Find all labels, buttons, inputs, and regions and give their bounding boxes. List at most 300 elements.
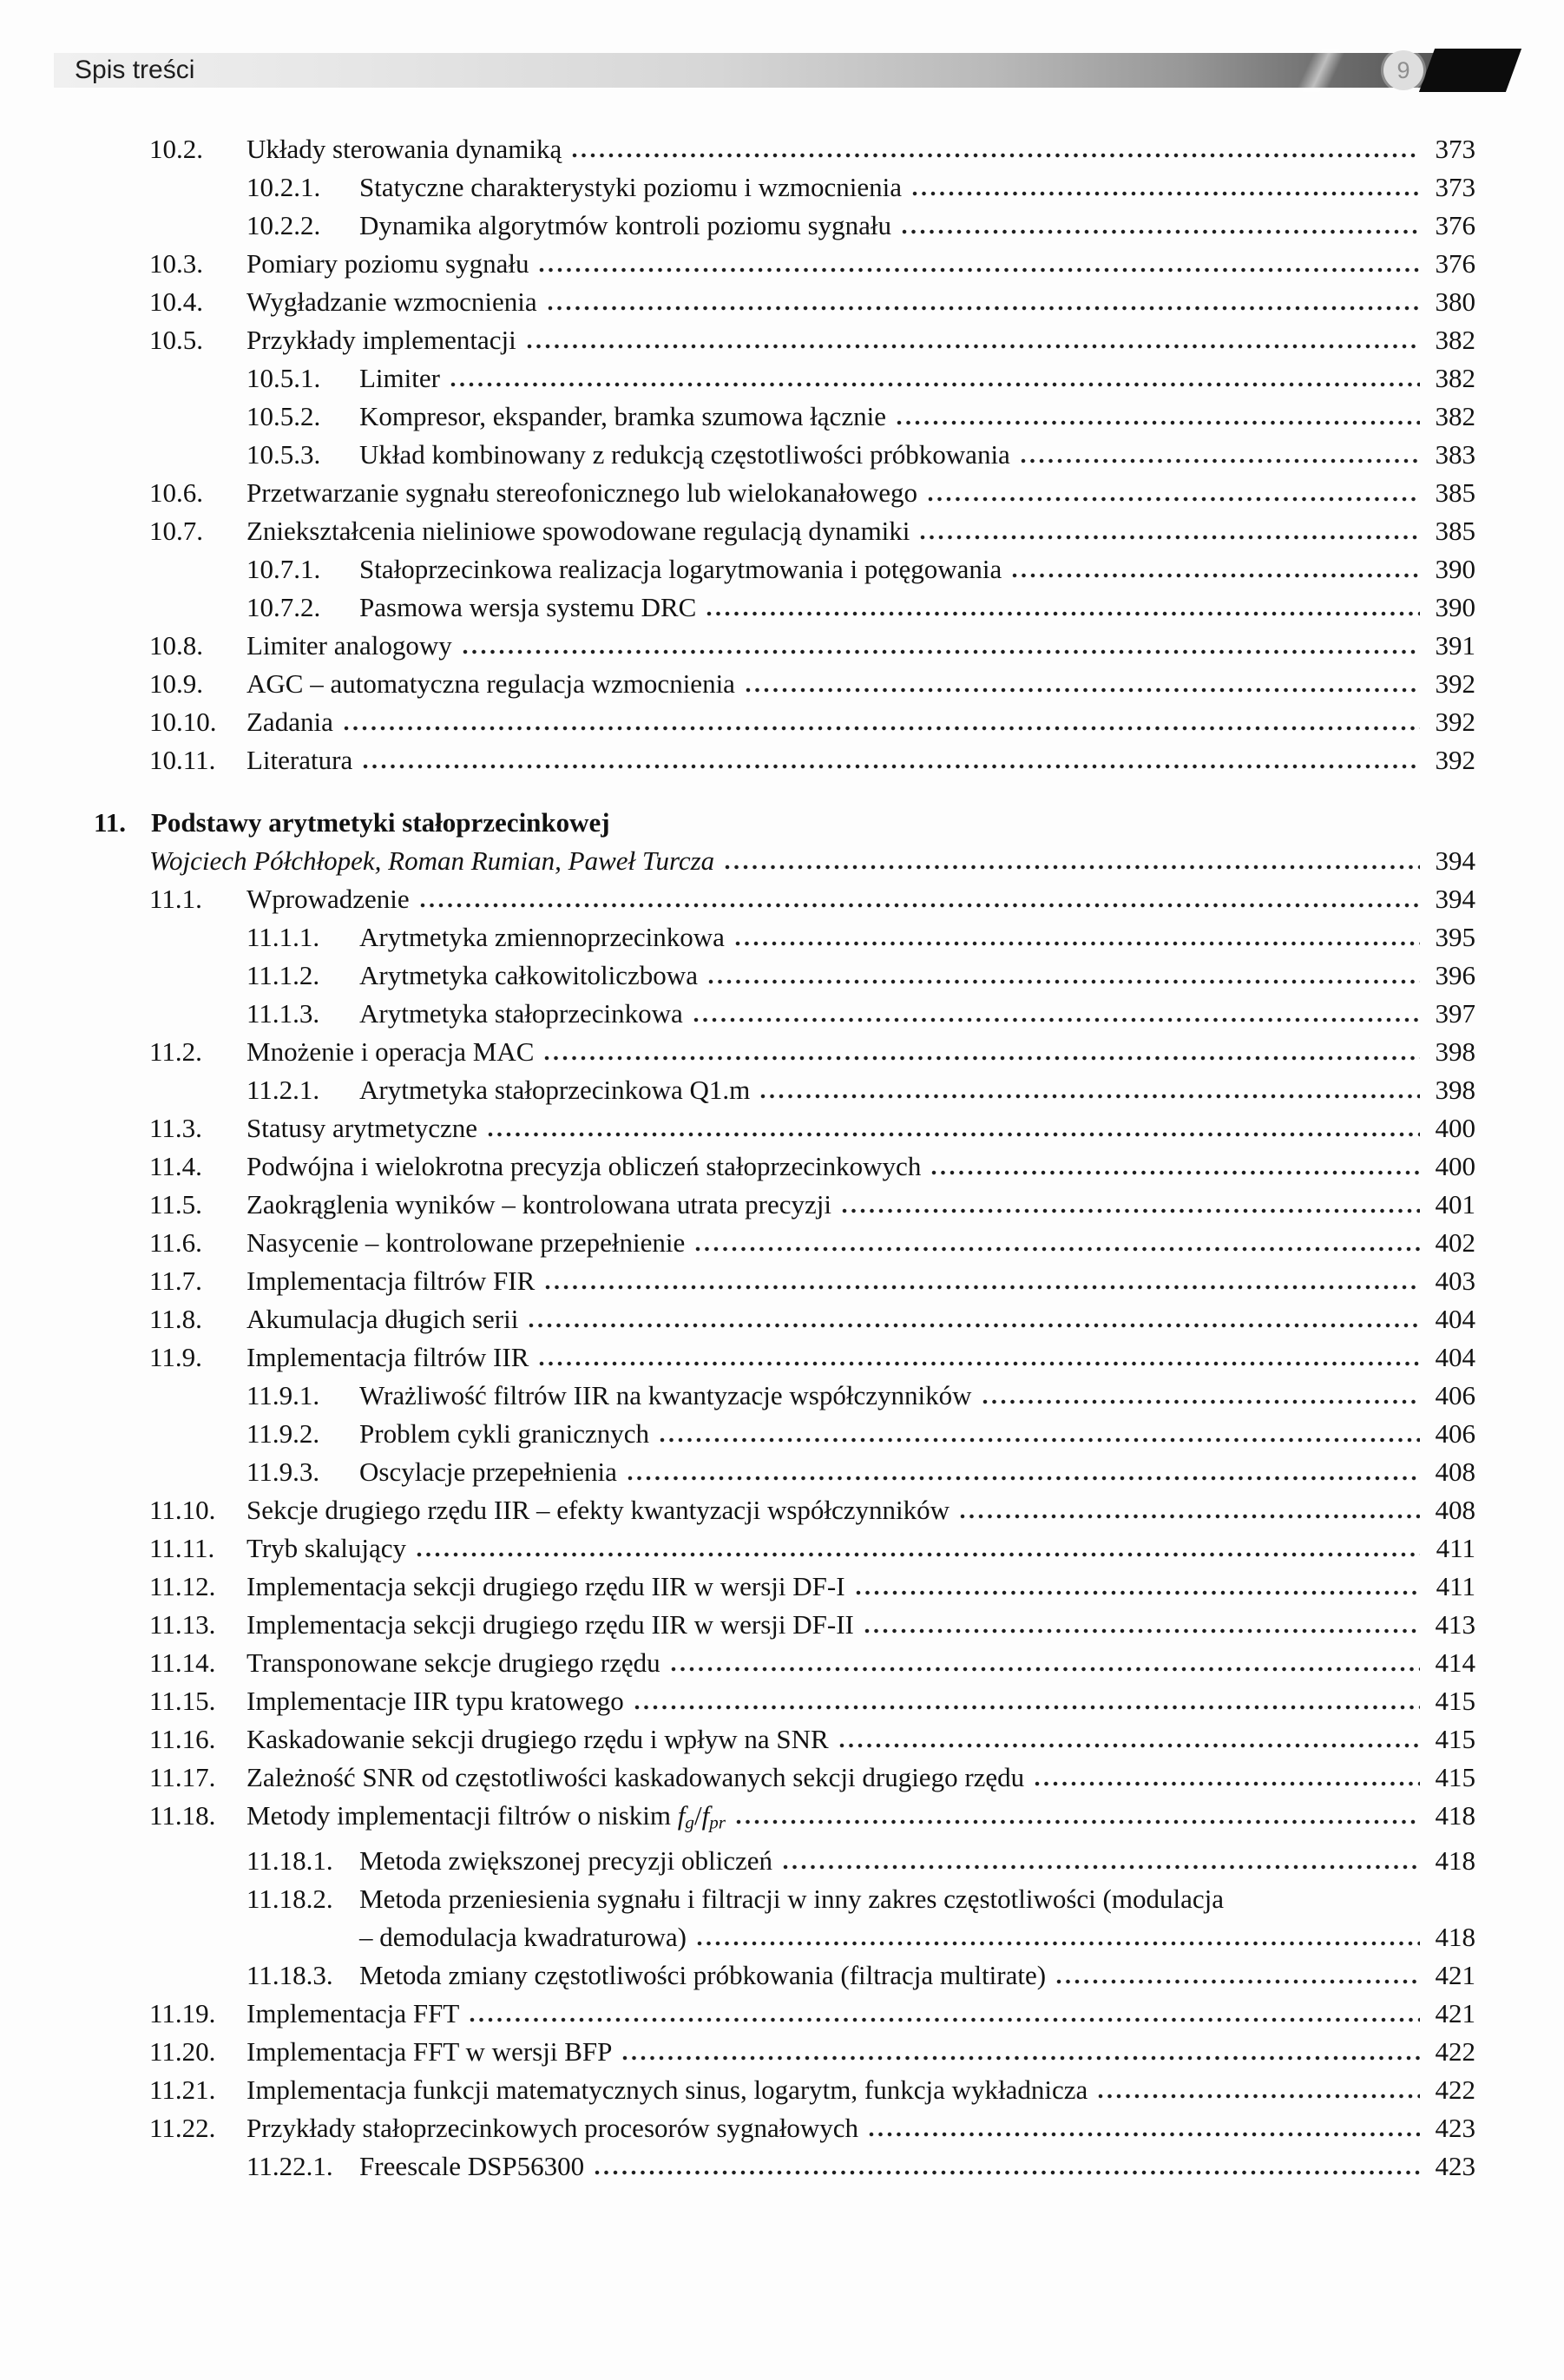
entry-page-number: 413 xyxy=(1435,1609,1475,1640)
entry-body xyxy=(246,2071,1475,2109)
page-number-badge xyxy=(1383,50,1423,90)
entry-line xyxy=(246,880,1475,918)
dot-leader xyxy=(958,1514,1420,1519)
toc-entry xyxy=(0,1880,1475,1956)
entry-title: Transponowane sekcje drugiego rzędu xyxy=(246,1647,660,1678)
entry-title: Statusy arytmetyczne xyxy=(246,1113,477,1143)
entry-line xyxy=(246,1109,1475,1147)
entry-line xyxy=(359,1453,1475,1491)
entry-page-number: 398 xyxy=(1435,1075,1475,1105)
entry-body xyxy=(246,1529,1475,1568)
entry-title: Arytmetyka stałoprzecinkowa Q1.m xyxy=(359,1075,751,1105)
entry-title: Przetwarzanie sygnału stereofonicznego lub wielokanałowego xyxy=(246,477,917,508)
dot-leader xyxy=(706,979,1420,984)
entry-number: 10.5. xyxy=(149,325,203,355)
entry-body xyxy=(246,1186,1475,1224)
dot-leader xyxy=(361,764,1420,769)
chapter-number: 11. xyxy=(94,807,127,838)
entry-title: Implementacja sekcji drugiego rzędu IIR w wersji DF-I xyxy=(246,1571,845,1601)
toc-entry xyxy=(0,398,1475,436)
entry-number: 10.5.1. xyxy=(246,363,321,393)
entry-page-number: 415 xyxy=(1435,1762,1475,1792)
entry-title: Arytmetyka zmiennoprzecinkowa xyxy=(359,922,725,952)
toc-entry xyxy=(0,880,1475,918)
entry-body xyxy=(359,1453,1475,1491)
entry-title: Literatura xyxy=(246,745,353,775)
entry-title: Metoda przeniesienia sygnału i filtracji w inny zakres częstotliwości (modulacja xyxy=(359,1883,1224,1914)
dot-leader xyxy=(895,420,1420,425)
dot-leader xyxy=(734,1819,1420,1824)
toc-entry xyxy=(0,2147,1475,2186)
toc-entry xyxy=(0,1300,1475,1338)
entry-page-number: 385 xyxy=(1435,477,1475,508)
entry-line xyxy=(359,436,1475,474)
entry-number: 11.1. xyxy=(149,884,202,914)
entry-number: 11.1.1. xyxy=(246,922,320,952)
entry-title: Wygładzanie wzmocnienia xyxy=(246,286,537,317)
entry-line xyxy=(246,1491,1475,1529)
dot-leader xyxy=(926,496,1420,502)
entry-body xyxy=(246,741,1475,779)
entry-page-number: 382 xyxy=(1435,363,1475,393)
dot-leader xyxy=(669,1667,1420,1672)
toc-entry xyxy=(0,1071,1475,1109)
entry-page-number: 391 xyxy=(1435,630,1475,661)
entry-line xyxy=(246,1759,1475,1797)
dot-leader xyxy=(527,1323,1420,1328)
entry-title: Metoda zwiększonej precyzji obliczeń xyxy=(359,1844,772,1876)
entry-line xyxy=(246,245,1475,283)
entry-body xyxy=(246,1682,1475,1720)
entry-number: 10.10. xyxy=(149,707,217,737)
entry-title: Układ kombinowany z redukcją częstotliwości próbkowania xyxy=(359,439,1010,470)
entry-number: 10.2.2. xyxy=(246,210,321,240)
dot-leader xyxy=(863,1628,1420,1634)
entry-body xyxy=(246,1720,1475,1759)
toc-entry xyxy=(0,627,1475,665)
entry-page-number: 408 xyxy=(1435,1456,1475,1487)
entry-line xyxy=(246,1033,1475,1071)
entry-page-number: 404 xyxy=(1435,1304,1475,1334)
entry-title: Kaskadowanie sekcji drugiego rzędu i wpływ na SNR xyxy=(246,1724,829,1754)
entry-page-number: 398 xyxy=(1435,1036,1475,1067)
toc-entry xyxy=(0,359,1475,398)
entry-line xyxy=(246,2109,1475,2147)
entry-title: AGC – automatyczna regulacja wzmocnienia xyxy=(246,668,735,699)
toc-entry xyxy=(0,918,1475,957)
dot-leader xyxy=(525,344,1420,349)
entry-page-number: 423 xyxy=(1435,2112,1475,2143)
entry-number: 11.17. xyxy=(149,1762,216,1792)
toc-list xyxy=(0,130,1564,2186)
entry-number: 11.16. xyxy=(149,1724,216,1754)
entry-line xyxy=(246,1338,1475,1377)
entry-number: 11.15. xyxy=(149,1686,216,1716)
entry-body xyxy=(359,1377,1475,1415)
entry-title-fragment: g xyxy=(685,1811,694,1833)
toc-entry xyxy=(0,1338,1475,1377)
entry-number: 11.11. xyxy=(149,1533,215,1563)
entry-page-number: 414 xyxy=(1435,1647,1475,1678)
toc-entry xyxy=(0,1453,1475,1491)
toc-entry xyxy=(0,741,1475,779)
dot-leader xyxy=(546,306,1420,311)
entry-page-number: 406 xyxy=(1435,1380,1475,1410)
dot-leader xyxy=(695,1941,1420,1946)
entry-line xyxy=(246,1568,1475,1606)
entry-body xyxy=(246,703,1475,741)
entry-title: Problem cykli granicznych xyxy=(359,1418,650,1449)
entry-line xyxy=(246,1606,1475,1644)
dot-leader xyxy=(910,191,1420,196)
toc-entry xyxy=(0,245,1475,283)
entry-title: Akumulacja długich serii xyxy=(246,1304,519,1334)
entry-line xyxy=(359,359,1475,398)
entry-title: Oscylacje przepełnienia xyxy=(359,1456,617,1487)
entry-title-fragment: / xyxy=(693,1800,702,1831)
dot-leader xyxy=(692,1017,1420,1022)
entry-number: 11.14. xyxy=(149,1647,216,1678)
dot-leader xyxy=(415,1552,1420,1557)
entry-line xyxy=(359,398,1475,436)
entry-title: Arytmetyka stałoprzecinkowa xyxy=(359,998,683,1029)
entry-body xyxy=(359,207,1475,245)
entry-title: Nasycenie – kontrolowane przepełnienie xyxy=(246,1227,686,1258)
toc-entry xyxy=(0,995,1475,1033)
entry-number: 10.8. xyxy=(149,630,203,661)
entry-number: 11.7. xyxy=(149,1266,202,1296)
page-number: 9 xyxy=(1396,56,1410,83)
entry-number: 11.8. xyxy=(149,1304,202,1334)
entry-line xyxy=(359,588,1475,627)
entry-number: 11.13. xyxy=(149,1609,216,1640)
dot-leader xyxy=(981,1399,1421,1404)
entry-page-number: 385 xyxy=(1435,516,1475,546)
toc-entry xyxy=(0,665,1475,703)
entry-page-number: 400 xyxy=(1435,1151,1475,1181)
toc-entry xyxy=(0,321,1475,359)
dot-leader xyxy=(900,229,1420,234)
toc-entry xyxy=(0,1956,1475,1995)
dot-leader xyxy=(840,1208,1420,1213)
entry-body xyxy=(359,1956,1475,1995)
entry-line xyxy=(246,1720,1475,1759)
toc-entry xyxy=(0,1995,1475,2033)
entry-title: Podwójna i wielokrotna precyzja obliczeń stałoprzecinkowych xyxy=(246,1151,922,1181)
entry-body xyxy=(246,1300,1475,1338)
entry-body xyxy=(246,1491,1475,1529)
entry-line xyxy=(359,2147,1475,2186)
toc-entry xyxy=(0,207,1475,245)
entry-page-number: 423 xyxy=(1435,2150,1475,2181)
entry-title: Pomiary poziomu sygnału xyxy=(246,248,529,279)
entry-number: 11.19. xyxy=(149,1997,216,2028)
toc-entry xyxy=(0,436,1475,474)
entry-title-fragment: f xyxy=(701,1800,710,1831)
dot-leader xyxy=(543,1285,1420,1290)
entry-title: Przykłady implementacji xyxy=(246,325,516,355)
dot-leader xyxy=(930,1170,1420,1175)
entry-title: Zaokrąglenia wyników – kontrolowana utrata precyzji xyxy=(246,1189,832,1220)
chapter-title: Podstawy arytmetyki stałoprzecinkowej xyxy=(151,807,610,838)
entry-body xyxy=(246,627,1475,665)
entry-number: 10.6. xyxy=(149,477,203,508)
entry-line xyxy=(246,2033,1475,2071)
entry-body xyxy=(246,880,1475,918)
entry-line xyxy=(359,1880,1475,1918)
entry-body xyxy=(359,398,1475,436)
dot-leader xyxy=(733,941,1420,946)
entry-title: Implementacja FFT xyxy=(246,1997,460,2028)
toc-entry xyxy=(0,1415,1475,1453)
dot-leader xyxy=(705,611,1420,616)
dot-leader xyxy=(468,2017,1420,2022)
entry-title: Implementacja sekcji drugiego rzędu IIR w wersji DF-II xyxy=(246,1609,854,1640)
entry-body xyxy=(246,2109,1475,2147)
entry-body xyxy=(246,1606,1475,1644)
entry-title: Kompresor, ekspander, bramka szumowa łącznie xyxy=(359,401,886,431)
entry-line xyxy=(246,283,1475,321)
entry-page-number: 392 xyxy=(1435,745,1475,775)
toc-entry xyxy=(0,1377,1475,1415)
entry-body xyxy=(246,245,1475,283)
dot-leader xyxy=(486,1132,1420,1137)
entry-title: Zależność SNR od częstotliwości kaskadowanych sekcji drugiego rzędu xyxy=(246,1762,1025,1792)
toc-entry xyxy=(0,2071,1475,2109)
dot-leader xyxy=(633,1705,1420,1710)
entry-line xyxy=(359,957,1475,995)
entry-number: 10.7. xyxy=(149,516,203,546)
entry-number: 11.10. xyxy=(149,1495,216,1525)
dot-leader xyxy=(621,2055,1420,2061)
entry-body xyxy=(246,1147,1475,1186)
entry-line xyxy=(246,1224,1475,1262)
dot-leader xyxy=(759,1094,1420,1099)
toc-entry xyxy=(0,1720,1475,1759)
toc-entry xyxy=(0,1529,1475,1568)
entry-body xyxy=(246,665,1475,703)
entry-line xyxy=(246,1797,1475,1842)
entry-page-number: 415 xyxy=(1435,1686,1475,1716)
entry-title: Układy sterowania dynamiką xyxy=(246,134,562,164)
entry-line xyxy=(246,741,1475,779)
dot-leader xyxy=(693,1246,1420,1252)
entry-line xyxy=(246,321,1475,359)
entry-body xyxy=(246,1033,1475,1071)
entry-page-number: 411 xyxy=(1436,1533,1475,1563)
entry-line xyxy=(246,130,1475,168)
entry-line xyxy=(246,627,1475,665)
entry-body xyxy=(246,474,1475,512)
entry-body xyxy=(246,2033,1475,2071)
entry-body xyxy=(246,1224,1475,1262)
entry-body xyxy=(246,1568,1475,1606)
entry-body xyxy=(246,1109,1475,1147)
entry-body xyxy=(359,550,1475,588)
toc-entry xyxy=(0,1109,1475,1147)
entry-body xyxy=(359,436,1475,474)
dot-leader xyxy=(342,726,1420,731)
entry-title: Limiter analogowy xyxy=(246,630,452,661)
entry-number: 11.5. xyxy=(149,1189,202,1220)
entry-line xyxy=(246,1529,1475,1568)
entry-number: 11.22.1. xyxy=(246,2150,333,2181)
entry-page-number: 421 xyxy=(1435,1959,1475,1990)
entry-number: 11.20. xyxy=(149,2035,216,2067)
entry-page-number: 403 xyxy=(1435,1266,1475,1296)
entry-page-number: 373 xyxy=(1435,172,1475,202)
page-header xyxy=(54,49,1510,92)
entry-body xyxy=(246,512,1475,550)
dot-leader xyxy=(537,1361,1420,1366)
entry-line xyxy=(246,2071,1475,2109)
toc-entry xyxy=(0,550,1475,588)
entry-number: 10.5.2. xyxy=(246,401,321,431)
entry-number: 10.3. xyxy=(149,248,203,279)
toc-entry xyxy=(0,168,1475,207)
entry-number: 11.18.1. xyxy=(246,1844,333,1876)
entry-page-number: 394 xyxy=(1435,884,1475,914)
entry-page-number: 421 xyxy=(1435,1997,1475,2028)
entry-page-number: 415 xyxy=(1435,1724,1475,1754)
toc-entry xyxy=(0,1186,1475,1224)
entry-body xyxy=(359,359,1475,398)
entry-title: Sekcje drugiego rzędu IIR – efekty kwantyzacji współczynników xyxy=(246,1495,950,1525)
toc-entry xyxy=(0,703,1475,741)
entry-line-continued xyxy=(359,1918,1475,1956)
entry-title: Implementacja filtrów FIR xyxy=(246,1266,536,1296)
entry-line xyxy=(246,703,1475,741)
toc-entry xyxy=(0,957,1475,995)
entry-number: 10.4. xyxy=(149,286,203,317)
dot-leader xyxy=(418,903,1420,908)
entry-title-fragment: pr xyxy=(709,1811,726,1833)
dot-leader xyxy=(1019,458,1420,464)
entry-line xyxy=(359,1842,1475,1880)
entry-number: 10.5.3. xyxy=(246,439,321,470)
entry-body xyxy=(246,1797,1475,1842)
entry-body xyxy=(359,1880,1475,1956)
entry-body xyxy=(359,1071,1475,1109)
entry-line xyxy=(246,512,1475,550)
entry-line xyxy=(246,1147,1475,1186)
entry-line xyxy=(246,665,1475,703)
toc-entry xyxy=(0,1759,1475,1797)
entry-body xyxy=(246,130,1475,168)
toc-entry xyxy=(0,512,1475,550)
toc-entry xyxy=(0,2109,1475,2147)
entry-body xyxy=(359,1842,1475,1880)
entry-page-number: 376 xyxy=(1435,210,1475,240)
dot-leader xyxy=(461,649,1420,654)
entry-page-number: 392 xyxy=(1435,668,1475,699)
entry-page-number: 418 xyxy=(1435,1921,1475,1952)
entry-body xyxy=(359,918,1475,957)
entry-body xyxy=(359,1415,1475,1453)
dot-leader xyxy=(570,153,1420,158)
entry-body xyxy=(246,1995,1475,2033)
entry-number: 10.7.2. xyxy=(246,592,321,622)
entry-number: 11.1.3. xyxy=(246,998,320,1029)
page-title: Spis treści xyxy=(75,56,195,84)
toc-entry xyxy=(0,1797,1475,1842)
entry-body xyxy=(246,1338,1475,1377)
entry-page-number: 380 xyxy=(1435,286,1475,317)
dot-leader xyxy=(1010,573,1420,578)
entry-number: 11.18.2. xyxy=(246,1883,333,1914)
toc-entry xyxy=(0,1033,1475,1071)
entry-page-number: 390 xyxy=(1435,554,1475,584)
entry-number: 11.1.2. xyxy=(246,960,320,990)
entry-number: 11.4. xyxy=(149,1151,202,1181)
entry-title: Zadania xyxy=(246,707,333,737)
entry-title: Stałoprzecinkowa realizacja logarytmowania i potęgowania xyxy=(359,554,1002,584)
dot-leader xyxy=(723,865,1420,870)
entry-line xyxy=(246,1644,1475,1682)
entry-page-number: 382 xyxy=(1435,401,1475,431)
entry-body xyxy=(246,1262,1475,1300)
entry-title-fragment: Metody implementacji filtrów o niskim xyxy=(246,1800,678,1831)
entry-number: 11.2. xyxy=(149,1036,202,1067)
toc-entry xyxy=(0,1568,1475,1606)
entry-number: 10.2.1. xyxy=(246,172,321,202)
entry-title-fragment: f xyxy=(677,1800,686,1831)
entry-page-number: 411 xyxy=(1436,1571,1475,1601)
entry-title: Mnożenie i operacja MAC xyxy=(246,1036,535,1067)
toc-entry xyxy=(0,1491,1475,1529)
entry-title: Tryb skalujący xyxy=(246,1533,406,1563)
toc-entry xyxy=(0,130,1475,168)
dot-leader xyxy=(781,1864,1420,1870)
entry-title: Limiter xyxy=(359,363,440,393)
header-gradient-bar xyxy=(54,53,1436,88)
toc-entry xyxy=(0,283,1475,321)
toc-entry xyxy=(0,1842,1475,1880)
dot-leader xyxy=(744,687,1420,693)
entry-body xyxy=(246,283,1475,321)
entry-page-number: 383 xyxy=(1435,439,1475,470)
entry-line xyxy=(246,1995,1475,2033)
entry-title: Implementacja FFT w wersji BFP xyxy=(246,2035,613,2067)
dot-leader xyxy=(1055,1979,1420,1984)
toc-entry xyxy=(0,1644,1475,1682)
entry-number: 11.18.3. xyxy=(246,1959,333,1990)
entry-line xyxy=(246,1682,1475,1720)
entry-line xyxy=(359,918,1475,957)
entry-line xyxy=(359,1071,1475,1109)
entry-number: 11.22. xyxy=(149,2112,216,2143)
toc-entry xyxy=(0,1262,1475,1300)
entry-title: Wprowadzenie xyxy=(246,884,410,914)
toc-entry xyxy=(0,588,1475,627)
entry-page-number: 404 xyxy=(1435,1342,1475,1372)
entry-number: 11.9. xyxy=(149,1342,202,1372)
entry-title: Pasmowa wersja systemu DRC xyxy=(359,592,697,622)
entry-number: 11.12. xyxy=(149,1571,216,1601)
entry-page-number: 390 xyxy=(1435,592,1475,622)
entry-line xyxy=(359,168,1475,207)
toc-entry xyxy=(0,1147,1475,1186)
entry-line xyxy=(359,1956,1475,1995)
toc-entry xyxy=(0,1682,1475,1720)
entry-title: Zniekształcenia nieliniowe spowodowane regulacją dynamiki xyxy=(246,516,910,546)
toc-entry xyxy=(0,2033,1475,2071)
entry-title: Wrażliwość filtrów IIR na kwantyzacje współczynników xyxy=(359,1380,972,1410)
entry-page-number: 394 xyxy=(1435,845,1475,876)
entry-body xyxy=(246,1644,1475,1682)
dot-leader xyxy=(449,382,1420,387)
entry-number: 11.6. xyxy=(149,1227,202,1258)
